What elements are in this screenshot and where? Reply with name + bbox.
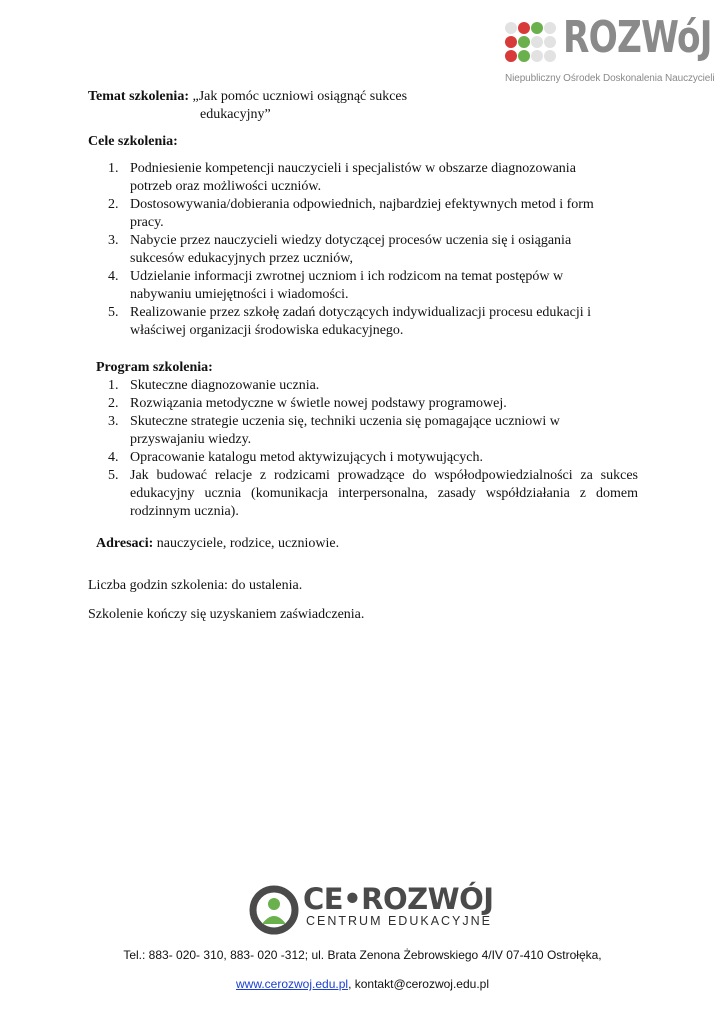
program-heading: Program szkolenia:: [96, 360, 213, 375]
addressees-label: Adresaci:: [96, 536, 154, 551]
topic-title-line1: „Jak pomóc uczniowi osiągnąć sukces: [192, 89, 408, 104]
website-link[interactable]: www.cerozwoj.edu.pl: [236, 977, 349, 991]
certificate-note: Szkolenie kończy się uzyskaniem zaświadczenia.: [88, 607, 365, 622]
logo-dot: [518, 50, 530, 62]
goals-heading: Cele szkolenia:: [88, 134, 178, 149]
logo-dot: [505, 22, 517, 34]
program-list: [108, 377, 638, 521]
footer-contacts: [0, 977, 725, 991]
logo-subtitle: Niepubliczny Ośrodek Doskonalenia Nauczycieli: [505, 73, 715, 84]
logo-dot: [544, 36, 556, 48]
ce-rozwoj-logo: [248, 880, 494, 940]
logo-dot: [531, 22, 543, 34]
logo-dot: [544, 50, 556, 62]
logo-dots-icon: [505, 22, 559, 66]
goals-list: [108, 160, 616, 340]
addressees: [96, 535, 339, 553]
logo-dot: [505, 36, 517, 48]
goal-item: 5. Realizowanie przez szkołę zadań dotyczących indywidualizacji procesu edukacji i właściwej organizacji środowiska edukacyjnego.: [108, 305, 592, 338]
program-item: 2. Rozwiązania metodyczne w świetle nowej podstawy programowej.: [108, 396, 507, 411]
goal-item: 3. Nabycie przez nauczycieli wiedzy dotyczącej procesów uczenia się i osiągania sukcesów edukacyjnych przez uczniów,: [108, 233, 572, 266]
logo-dot: [544, 22, 556, 34]
logo-word: ROZWóJ: [563, 12, 712, 63]
footer-separator: ,: [348, 977, 352, 991]
topic-label: Temat szkolenia:: [88, 89, 189, 104]
training-topic: [88, 88, 508, 124]
rozwoj-logo: [503, 12, 715, 88]
logo-dot: [505, 50, 517, 62]
logo-dot: [531, 36, 543, 48]
goal-item: 1. Podniesienie kompetencji nauczycieli i specjalistów w obszarze diagnozowania potrzeb oraz możliwości uczniów.: [108, 161, 576, 194]
logo-dot: [531, 50, 543, 62]
training-hours: Liczba godzin szkolenia: do ustalenia.: [88, 578, 303, 593]
ce-logo-mark-icon: [248, 884, 300, 936]
topic-title-line2: edukacyjny”: [200, 107, 271, 122]
addressees-value: nauczyciele, rodzice, uczniowie.: [156, 536, 340, 551]
email-text: kontakt@cerozwoj.edu.pl: [354, 977, 489, 991]
ce-logo-subtitle: CENTRUM EDUKACYJNE: [306, 914, 493, 928]
program-item: 5. Jak budować relacje z rodzicami prowadzące do współodpowiedzialności za sukces edukacyjny ucznia (komunikacja interpersonalna, zasady współdziałania z domem rodzinnym ucznia).: [108, 468, 638, 519]
program-item: 4. Opracowanie katalogu metod aktywizujących i motywujących.: [108, 450, 483, 465]
ce-logo-word: CE•ROZWÓJ: [303, 882, 494, 916]
goal-item: 2. Dostosowywania/dobierania odpowiednich, najbardziej efektywnych metod i form pracy.: [108, 197, 594, 230]
logo-dot: [518, 22, 530, 34]
goal-item: 4. Udzielanie informacji zwrotnej uczniom i ich rodzicom na temat postępów w nabywaniu umiejętności i wiadomości.: [108, 269, 564, 302]
footer-address: Tel.: 883- 020- 310, 883- 020 -312; ul. Brata Zenona Żebrowskiego 4/IV 07-410 Ostrołęka,: [123, 948, 602, 962]
program-item: 1. Skuteczne diagnozowanie ucznia.: [108, 378, 320, 393]
logo-dot: [518, 36, 530, 48]
program-item: 3. Skuteczne strategie uczenia się, techniki uczenia się pomagające uczniowi w przyswajaniu wiedzy.: [108, 414, 560, 447]
